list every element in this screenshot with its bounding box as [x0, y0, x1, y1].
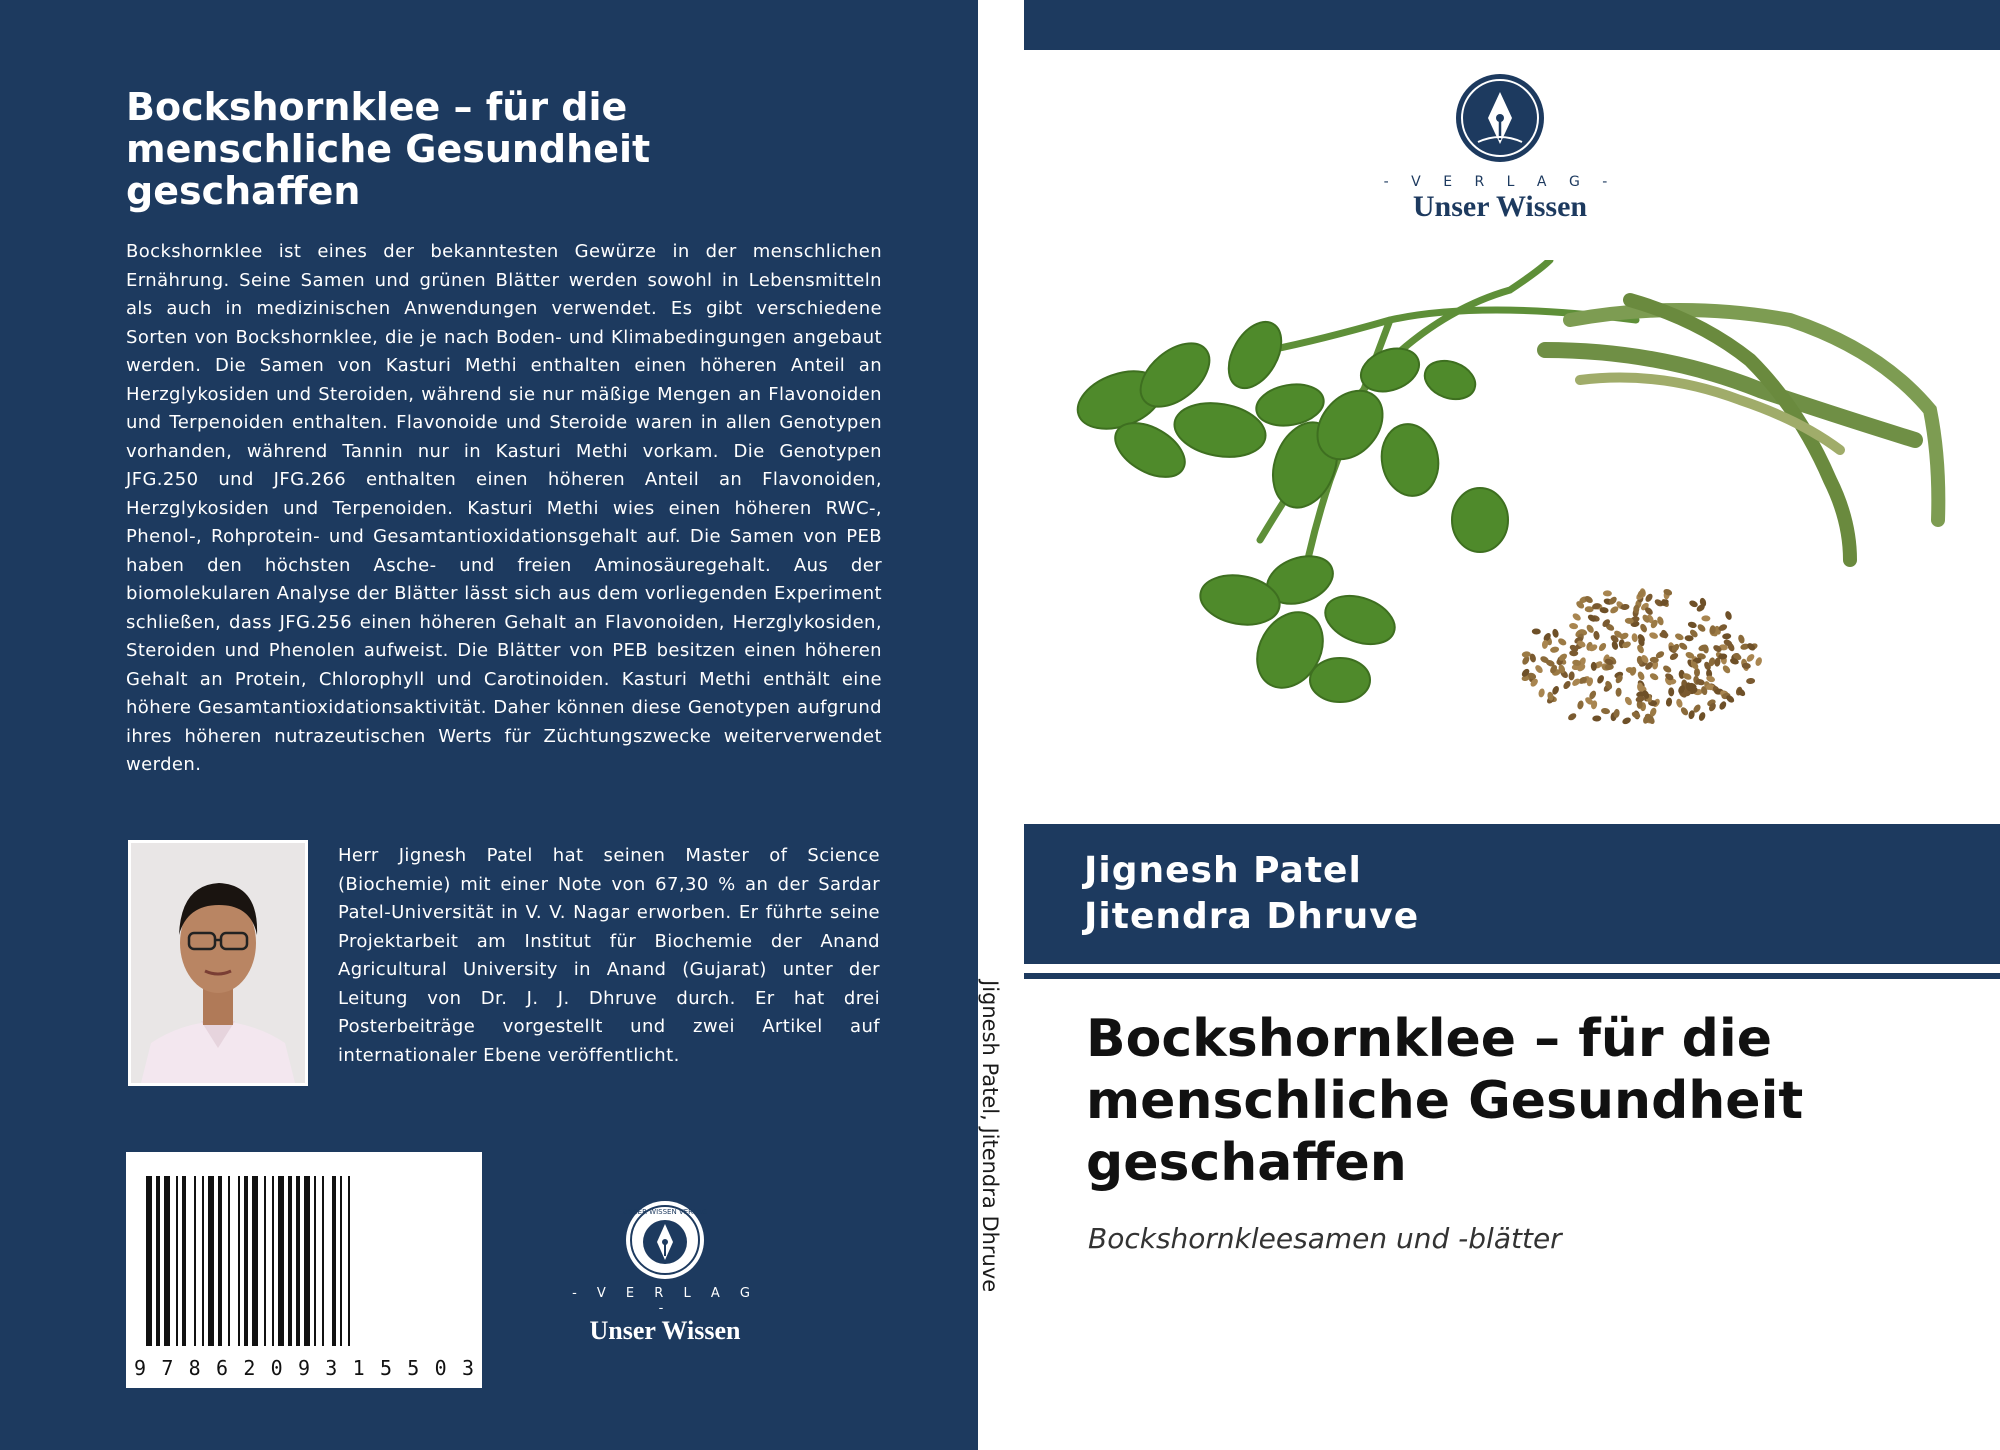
barcode-bar — [264, 1176, 266, 1346]
barcode-digit: 8 — [188, 1356, 201, 1380]
seed — [1688, 599, 1699, 608]
seed — [1538, 688, 1546, 698]
barcode-bar — [244, 1176, 248, 1346]
barcode-bar — [314, 1176, 316, 1346]
barcode-bar — [332, 1176, 336, 1346]
fenugreek-illustration — [1060, 260, 1960, 780]
seed — [1567, 712, 1578, 722]
seed — [1701, 615, 1710, 621]
barcode-bar — [176, 1176, 178, 1346]
author-bio: Herr Jignesh Patel hat seinen Master of Science (Biochemie) mit einer Note von 67,30 % an der Sardar Patel-Universität in V. V. Nagar erworben. Er führte seine Projektarbeit am Institut für Biochemie der Anand Agricultural University in Anand (Gujarat) unter der Leitung von Dr. J. J. Dhruve durch. Er hat drei Posterbeiträge vorgestellt und zwei Artikel auf internationaler Ebene veröffentlicht. — [338, 845, 880, 1066]
front-publisher-verlag: - V E R L A G - — [1383, 174, 1617, 190]
seed — [1669, 652, 1680, 662]
back-publisher-name: Unser Wissen — [589, 1316, 741, 1345]
seed — [1601, 707, 1611, 715]
barcode-bar — [202, 1176, 204, 1346]
barcode-digit: 3 — [461, 1356, 474, 1380]
seed — [1674, 632, 1685, 641]
seed — [1603, 590, 1612, 596]
barcode-bar — [296, 1176, 300, 1346]
barcode-digit: 9 — [297, 1356, 311, 1380]
seed — [1665, 697, 1672, 707]
barcode-bar — [146, 1176, 152, 1346]
seed — [1631, 633, 1638, 643]
isbn-barcode — [126, 1152, 482, 1388]
seed — [1636, 670, 1645, 681]
seal-text: UNSER WISSEN VERLAG — [623, 1208, 707, 1216]
seed — [1596, 674, 1606, 685]
seed — [1687, 621, 1697, 629]
seed — [1562, 680, 1572, 691]
seed — [1746, 678, 1755, 685]
front-cover-subtitle: Bockshornkleesamen und -blätter — [1088, 1222, 1562, 1255]
barcode-digit: 7 — [161, 1356, 174, 1380]
barcode-bar — [156, 1176, 160, 1346]
front-publisher-name: Unser Wissen — [1412, 190, 1588, 223]
seed — [1698, 711, 1707, 722]
back-cover-description: Bockshornklee ist eines der bekanntesten Gewürze in der menschlichen Ernährung. Seine Samen und grünen Blätter werden sowohl in Lebensmitteln als auch in medizinischen Anwendungen verwendet. Es gibt verschiedene Sorten von Bockshornklee, die je nach Boden- und Klimabedingungen angebaut werden. Die Samen von Kasturi Methi enthalten einen höheren Anteil an Herzglykosiden und Steroiden, während sie nur mäßige Mengen an Flavonoiden und Terpenoiden enthalten. Flavonoide und Steroide waren in allen Genotypen vorhanden, während Tannin nur in Kasturi Methi vorkam. Die Genotypen JFG.250 und JFG.266 enthalten einen höheren Anteil an Flavonoiden, Herzglykosiden und Terpenoiden. Kasturi Methi wies einen höheren RWC-, Phenol-, Rohprotein- und Gesamtantioxidationsgehalt auf. Die Samen von PEB haben den höchsten Asche- und freien Aminosäuregehalt. Aus der biomolekularen Analyse der Blätter lässt sich aus dem vorliegenden Experiment schließen, dass JFG.256 einen höheren Gehalt an Flavonoiden, Herzglykosiden, Steroiden und Phenolen aufweist. Die Blätter von PEB besitzen einen höheren Gehalt an Protein, Chlorophyll und Carotinoiden. Kasturi Methi enthält eine höhere Gesamtantioxidationsaktivität. Daher können diese Genotypen aufgrund ihres höheren nutrazeutischen Werts für Züchtungszwecke weiterverwendet werden. — [126, 241, 882, 775]
seed — [1587, 613, 1598, 623]
fenugreek-leaves — [1070, 313, 1508, 702]
seed — [1648, 631, 1659, 640]
seed — [1724, 610, 1733, 621]
barcode-digit: 5 — [379, 1356, 392, 1380]
seed — [1737, 634, 1745, 644]
author-name-2: Jitendra Dhruve — [1084, 896, 1420, 937]
barcode-digit: 5 — [407, 1356, 420, 1380]
seed — [1557, 637, 1568, 647]
seed — [1679, 706, 1689, 717]
seed — [1534, 664, 1544, 675]
seed — [1754, 656, 1763, 667]
barcode-bar — [272, 1176, 274, 1346]
barcode-digit: 2 — [243, 1356, 256, 1380]
barcode-bar — [228, 1176, 230, 1346]
seed — [1636, 633, 1646, 644]
seed — [1577, 700, 1585, 710]
front-top-band — [1024, 0, 2000, 50]
seed — [1621, 716, 1632, 725]
seed — [1696, 623, 1707, 633]
seed — [1593, 630, 1600, 640]
barcode-bar — [340, 1176, 342, 1346]
barcode-bar — [288, 1176, 292, 1346]
seed — [1552, 628, 1560, 638]
fenugreek-pods — [1545, 300, 1938, 560]
barcode-bar — [194, 1176, 196, 1346]
barcode-bar — [238, 1176, 240, 1346]
seed — [1694, 668, 1700, 677]
seed — [1532, 628, 1541, 634]
seed — [1597, 642, 1607, 653]
seed — [1662, 664, 1673, 674]
barcode-bar — [208, 1176, 214, 1346]
barcode-digit: 0 — [270, 1356, 283, 1380]
barcode-bar — [304, 1176, 310, 1346]
barcode-digit: 6 — [215, 1356, 229, 1380]
seed — [1649, 672, 1660, 682]
seed — [1569, 622, 1579, 629]
back-cover-title: Bockshornklee – für die menschliche Gesundheit geschaffen — [126, 85, 651, 213]
seed — [1639, 623, 1649, 634]
barcode-bar — [164, 1176, 170, 1346]
front-publisher-logo — [1380, 72, 1620, 224]
barcode-bar — [218, 1176, 222, 1346]
seed — [1583, 595, 1594, 605]
seed — [1678, 641, 1689, 651]
seed — [1656, 616, 1665, 627]
front-divider-rule — [1024, 973, 2000, 979]
seed — [1550, 646, 1560, 653]
seed — [1571, 612, 1582, 622]
barcode-digit: 0 — [434, 1356, 447, 1380]
barcode-bar — [348, 1176, 350, 1346]
barcode-digit: 3 — [325, 1356, 338, 1380]
seed — [1722, 633, 1732, 640]
publisher-seal-icon — [623, 1198, 707, 1282]
seed — [1568, 671, 1575, 681]
back-publisher-verlag: - V E R L A G - — [572, 1286, 758, 1316]
barcode-bar — [322, 1176, 324, 1346]
author-band — [1024, 824, 2000, 964]
barcode-bar — [182, 1176, 186, 1346]
author-photo — [128, 840, 308, 1086]
seed — [1721, 664, 1731, 675]
seed — [1592, 715, 1601, 721]
barcode-digit: 1 — [352, 1356, 365, 1380]
back-publisher-logo — [560, 1198, 770, 1346]
seed — [1668, 687, 1674, 696]
seed — [1615, 688, 1622, 697]
seed — [1522, 651, 1532, 658]
author-portrait-image — [131, 843, 305, 1083]
front-cover-title: Bockshornklee – für die menschliche Gesundheit geschaffen — [1086, 1009, 1804, 1193]
publisher-pen-nib-icon — [1454, 72, 1546, 164]
seed — [1623, 696, 1633, 707]
seed — [1675, 698, 1683, 708]
spine-authors: Jignesh Patel, Jitendra Dhruve — [978, 980, 1002, 1293]
fenugreek-seeds — [1520, 588, 1763, 726]
barcode-bars — [126, 1152, 482, 1388]
barcode-bar — [252, 1176, 258, 1346]
barcode-digit: 9 — [134, 1356, 147, 1380]
seed — [1718, 700, 1728, 711]
barcode-digits — [134, 1356, 474, 1380]
author-name-1: Jignesh Patel — [1084, 850, 1362, 891]
barcode-bar — [278, 1176, 284, 1346]
